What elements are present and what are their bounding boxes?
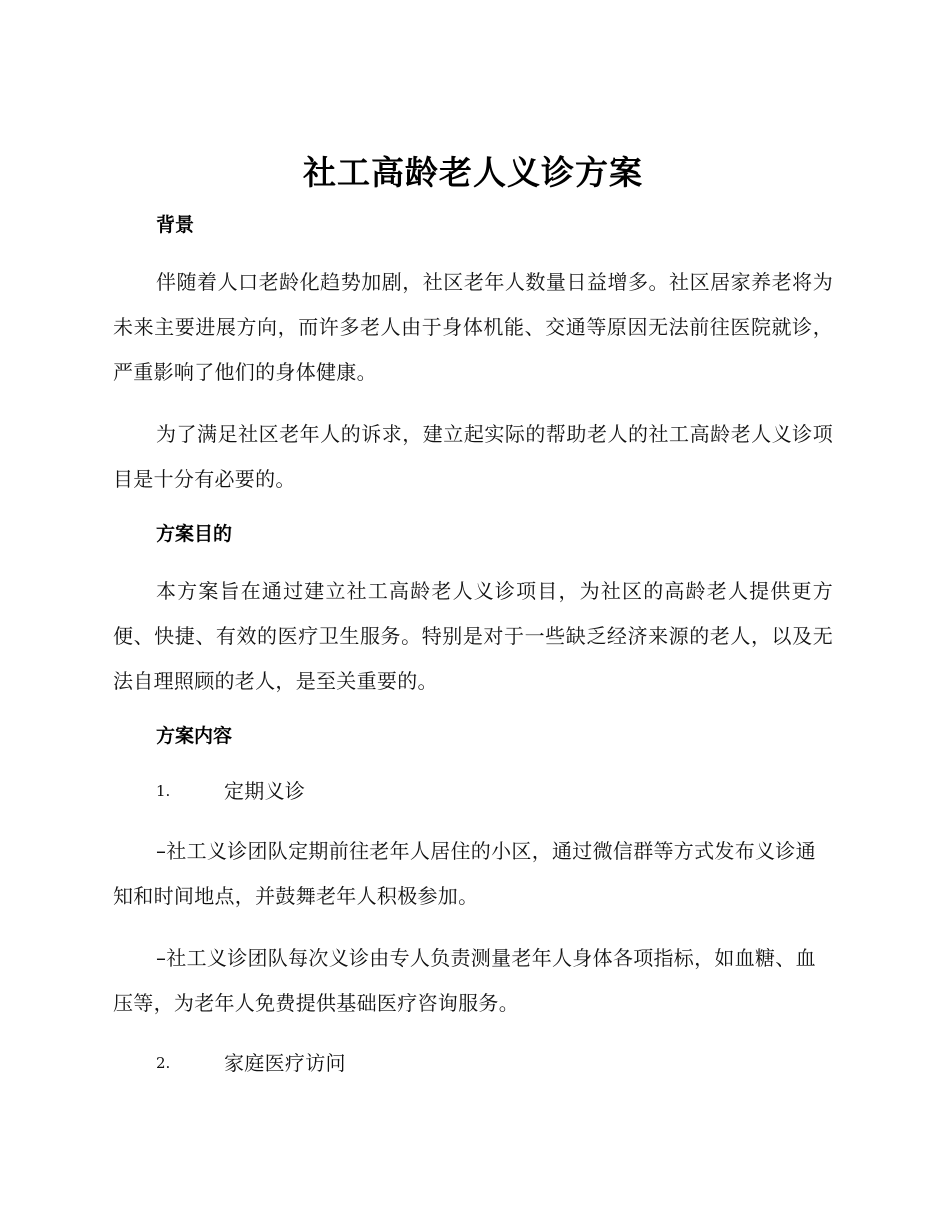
content-item-1-detail-2: –社工义诊团队每次义诊由专人负责测量老年人身体各项指标，如血糖、血压等，为老年人免费提供基础医疗咨询服务。 (113, 946, 816, 1015)
section-heading-purpose: 方案目的 (156, 523, 233, 545)
document-title: 社工高龄老人义诊方案 (303, 153, 643, 192)
content-item-1 (113, 771, 833, 811)
content-item-number: 1. (156, 782, 171, 800)
content-item-1-detail-1: –社工义诊团队定期前往老年人居住的小区，通过微信群等方式发布义诊通知和时间地点，并鼓舞老年人积极参加。 (113, 839, 816, 908)
section-heading-background: 背景 (156, 214, 195, 236)
background-paragraph-2: 为了满足社区老年人的诉求，建立起实际的帮助老人的社工高龄老人义诊项目是十分有必要的。 (113, 422, 833, 491)
document-body (113, 150, 833, 1101)
content-item-title: 定期义诊 (224, 779, 306, 803)
content-item-2 (113, 1043, 833, 1083)
content-item-title: 家庭医疗访问 (224, 1051, 346, 1075)
content-item-number: 2. (156, 1054, 171, 1072)
background-paragraph-1: 伴随着人口老龄化趋势加剧，社区老年人数量日益增多。社区居家养老将为未来主要进展方向，而许多老人由于身体机能、交通等原因无法前往医院就诊，严重影响了他们的身体健康。 (113, 270, 833, 384)
section-heading-content: 方案内容 (156, 725, 233, 747)
purpose-paragraph-1: 本方案旨在通过建立社工高龄老人义诊项目，为社区的高龄老人提供更方便、快捷、有效的医疗卫生服务。特别是对于一些缺乏经济来源的老人，以及无法自理照顾的老人，是至关重要的。 (113, 579, 833, 693)
